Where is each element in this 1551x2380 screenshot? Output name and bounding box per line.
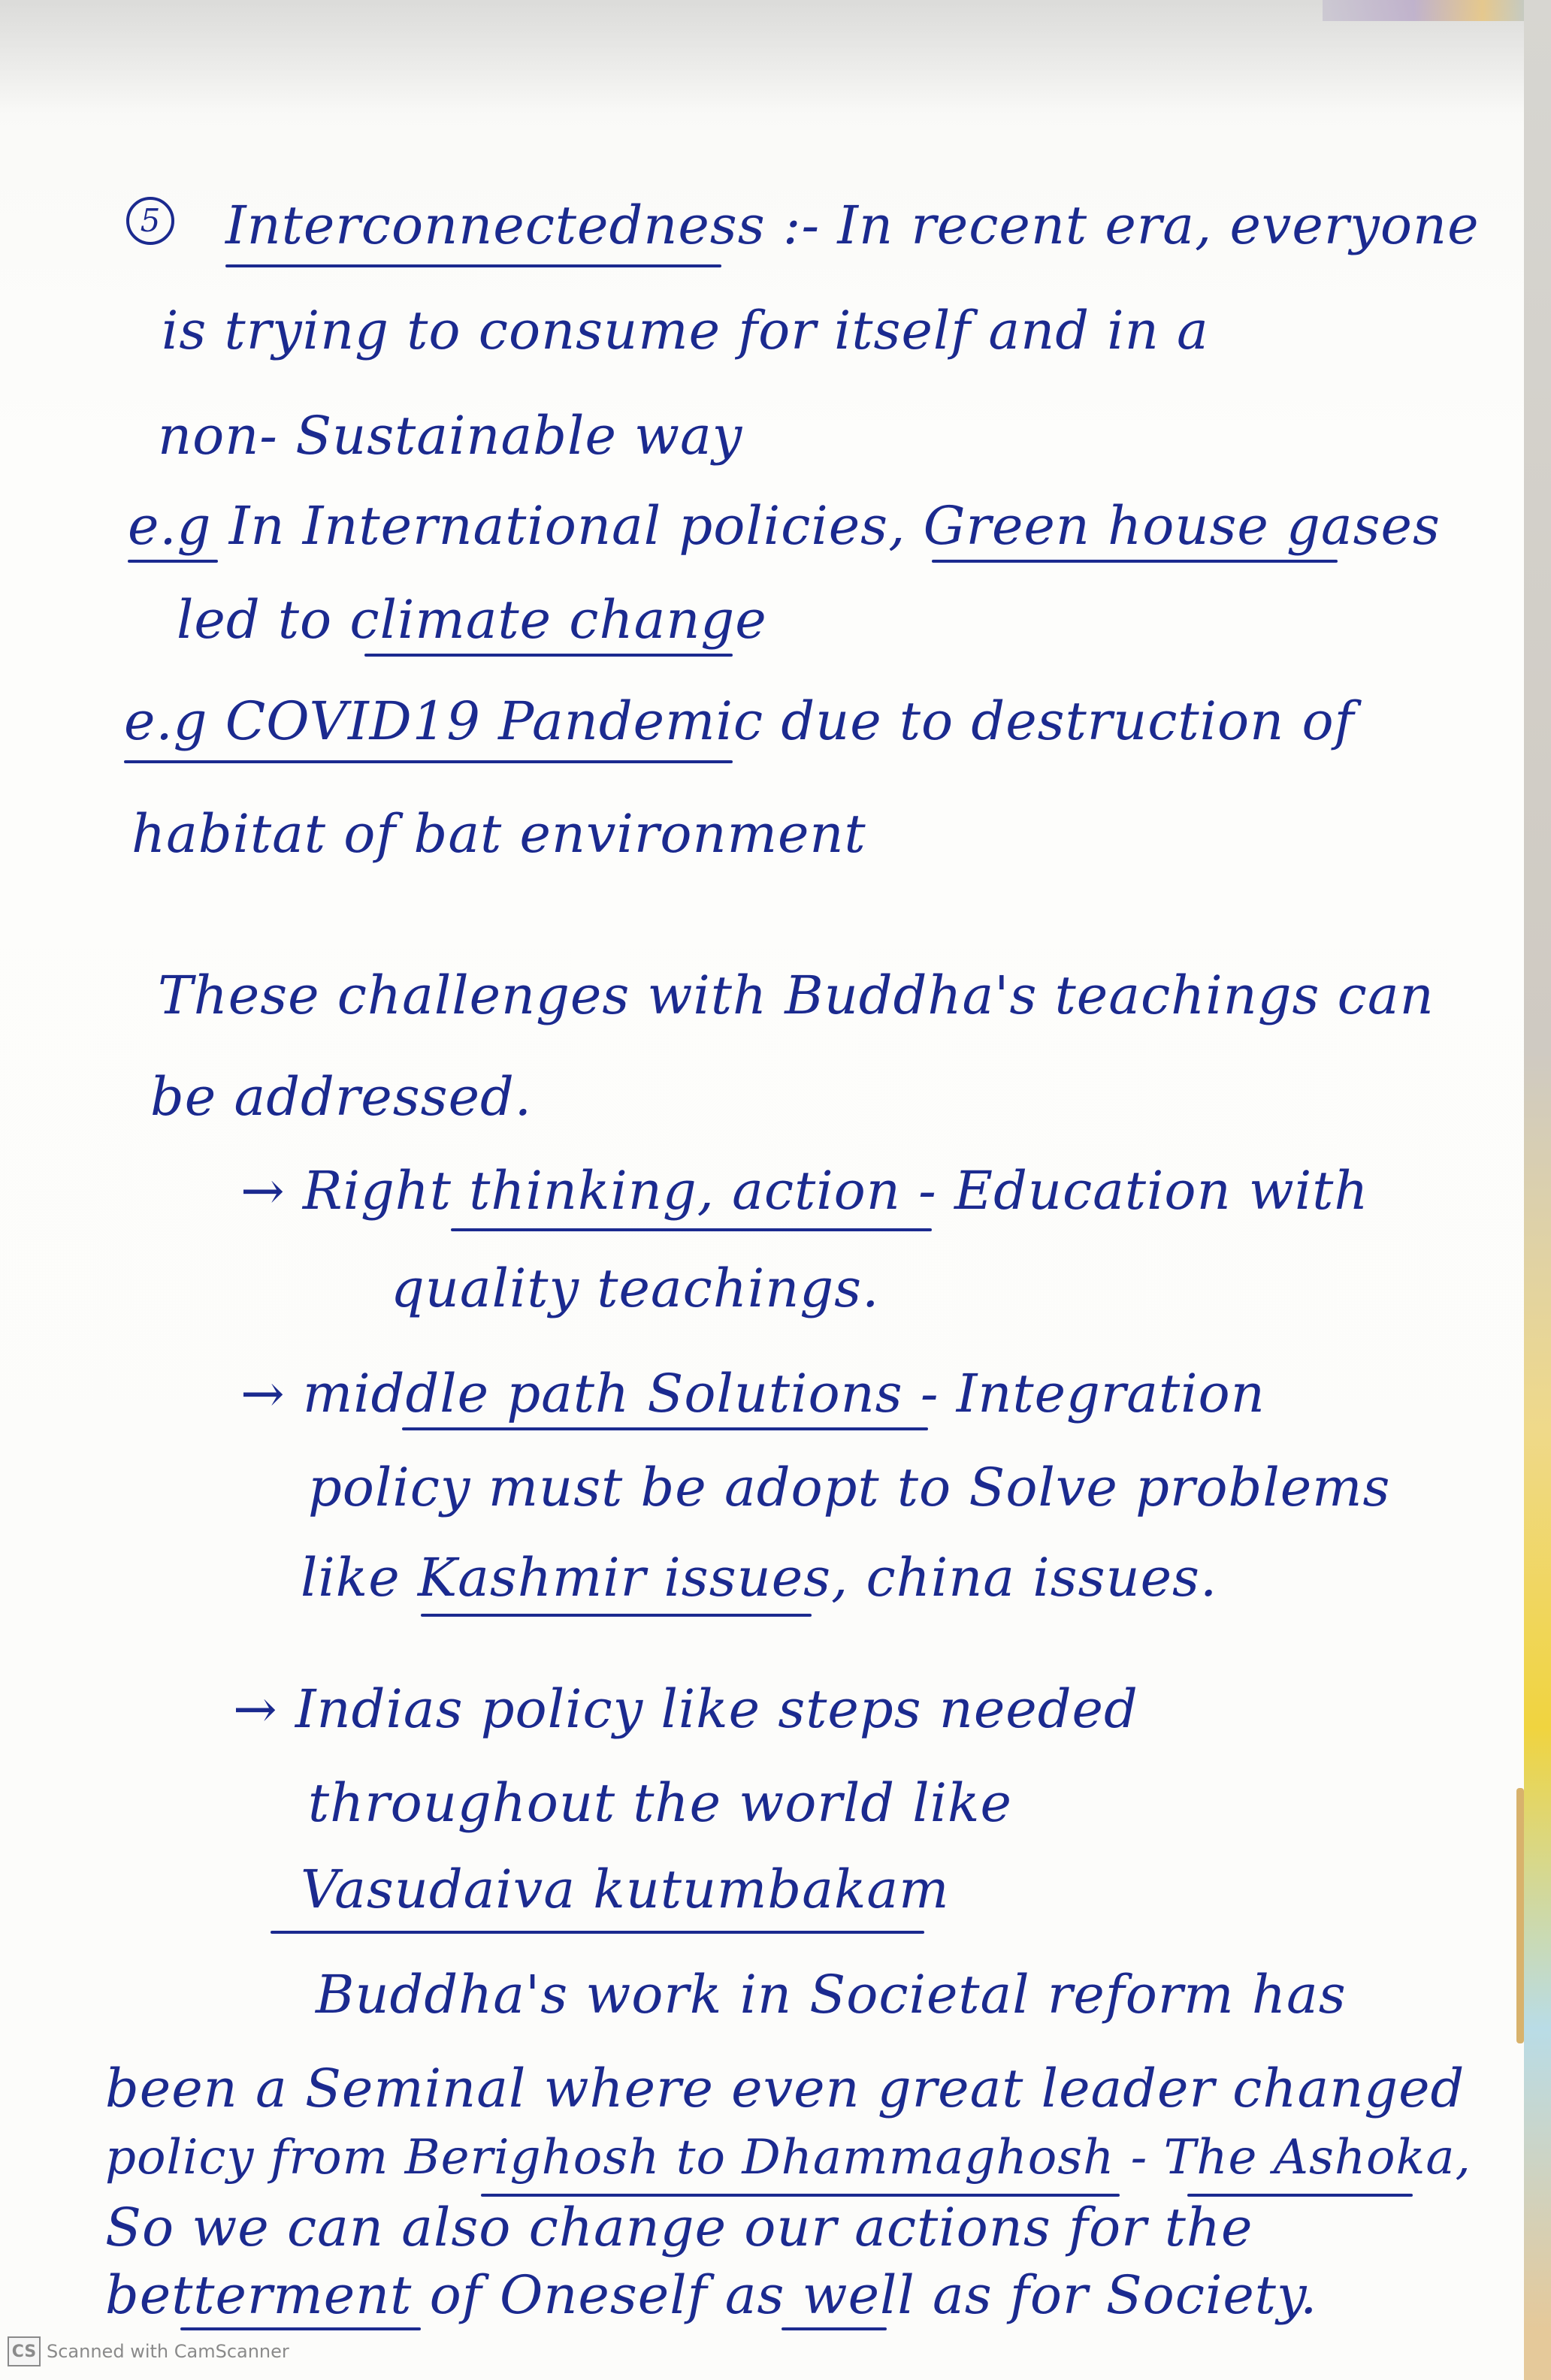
heading-underline: [225, 264, 721, 267]
section-number: 5: [126, 197, 174, 245]
page-edge-clip: [1516, 1788, 1524, 2043]
text-line-1: Interconnectedness :- In recent era, everyone: [225, 195, 1480, 256]
text-line-10: → Right thinking, action - Education with: [240, 1160, 1369, 1222]
text-line-22: betterment of Oneself as well as for Society.: [105, 2264, 1318, 2326]
underline-vasudaiva: [271, 1931, 924, 1934]
underline-eg-1: [128, 560, 218, 563]
text-line-17: Vasudaiva kutumbakam: [301, 1859, 950, 1920]
underline-middle-path: [402, 1427, 928, 1430]
background-edge: [1323, 0, 1551, 21]
page-edge: [1524, 0, 1551, 2380]
text-line-16: throughout the world like: [308, 1772, 1012, 1834]
text-line-13: policy must be adopt to Solve problems: [308, 1457, 1391, 1518]
text-line-4: e.g In International policies, Green house gases: [128, 495, 1441, 557]
text-line-12: → middle path Solutions - Integration: [240, 1363, 1265, 1424]
text-line-19: been a Seminal where even great leader changed: [105, 2058, 1465, 2119]
underline-right-thinking: [451, 1228, 932, 1231]
text-line-15: → Indias policy like steps needed: [233, 1678, 1138, 1740]
text-line-2: is trying to consume for itself and in a: [162, 300, 1209, 361]
text-line-9: be addressed.: [150, 1066, 533, 1128]
text-line-5: led to climate change: [177, 589, 767, 651]
scanner-footer: [8, 2336, 289, 2366]
text-line-20: policy from Berighosh to Dhammaghosh - The Ashoka,: [105, 2130, 1471, 2185]
text-line-3: non- Sustainable way: [158, 405, 743, 467]
text-line-21: So we can also change our actions for the: [105, 2197, 1253, 2258]
underline-climate-change: [364, 654, 733, 657]
text-line-6: e.g COVID19 Pandemic due to destruction of: [124, 690, 1355, 752]
text-line-18: Buddha's work in Societal reform has: [316, 1964, 1347, 2025]
scan-shadow: [0, 0, 1551, 113]
underline-greenhouse: [932, 560, 1338, 563]
underline-society: [782, 2327, 887, 2330]
underline-covid: [124, 760, 733, 763]
text-line-11: quality teachings.: [391, 1258, 880, 1319]
text-line-8: These challenges with Buddha's teachings can: [158, 965, 1435, 1026]
text-line-7: habitat of bat environment: [132, 803, 866, 865]
text-line-14: like Kashmir issues, china issues.: [301, 1547, 1218, 1608]
camscanner-logo: CS: [8, 2336, 41, 2366]
underline-kashmir: [421, 1614, 812, 1617]
scanner-watermark: Scanned with CamScanner: [47, 2341, 289, 2362]
underline-betterment: [180, 2327, 421, 2330]
